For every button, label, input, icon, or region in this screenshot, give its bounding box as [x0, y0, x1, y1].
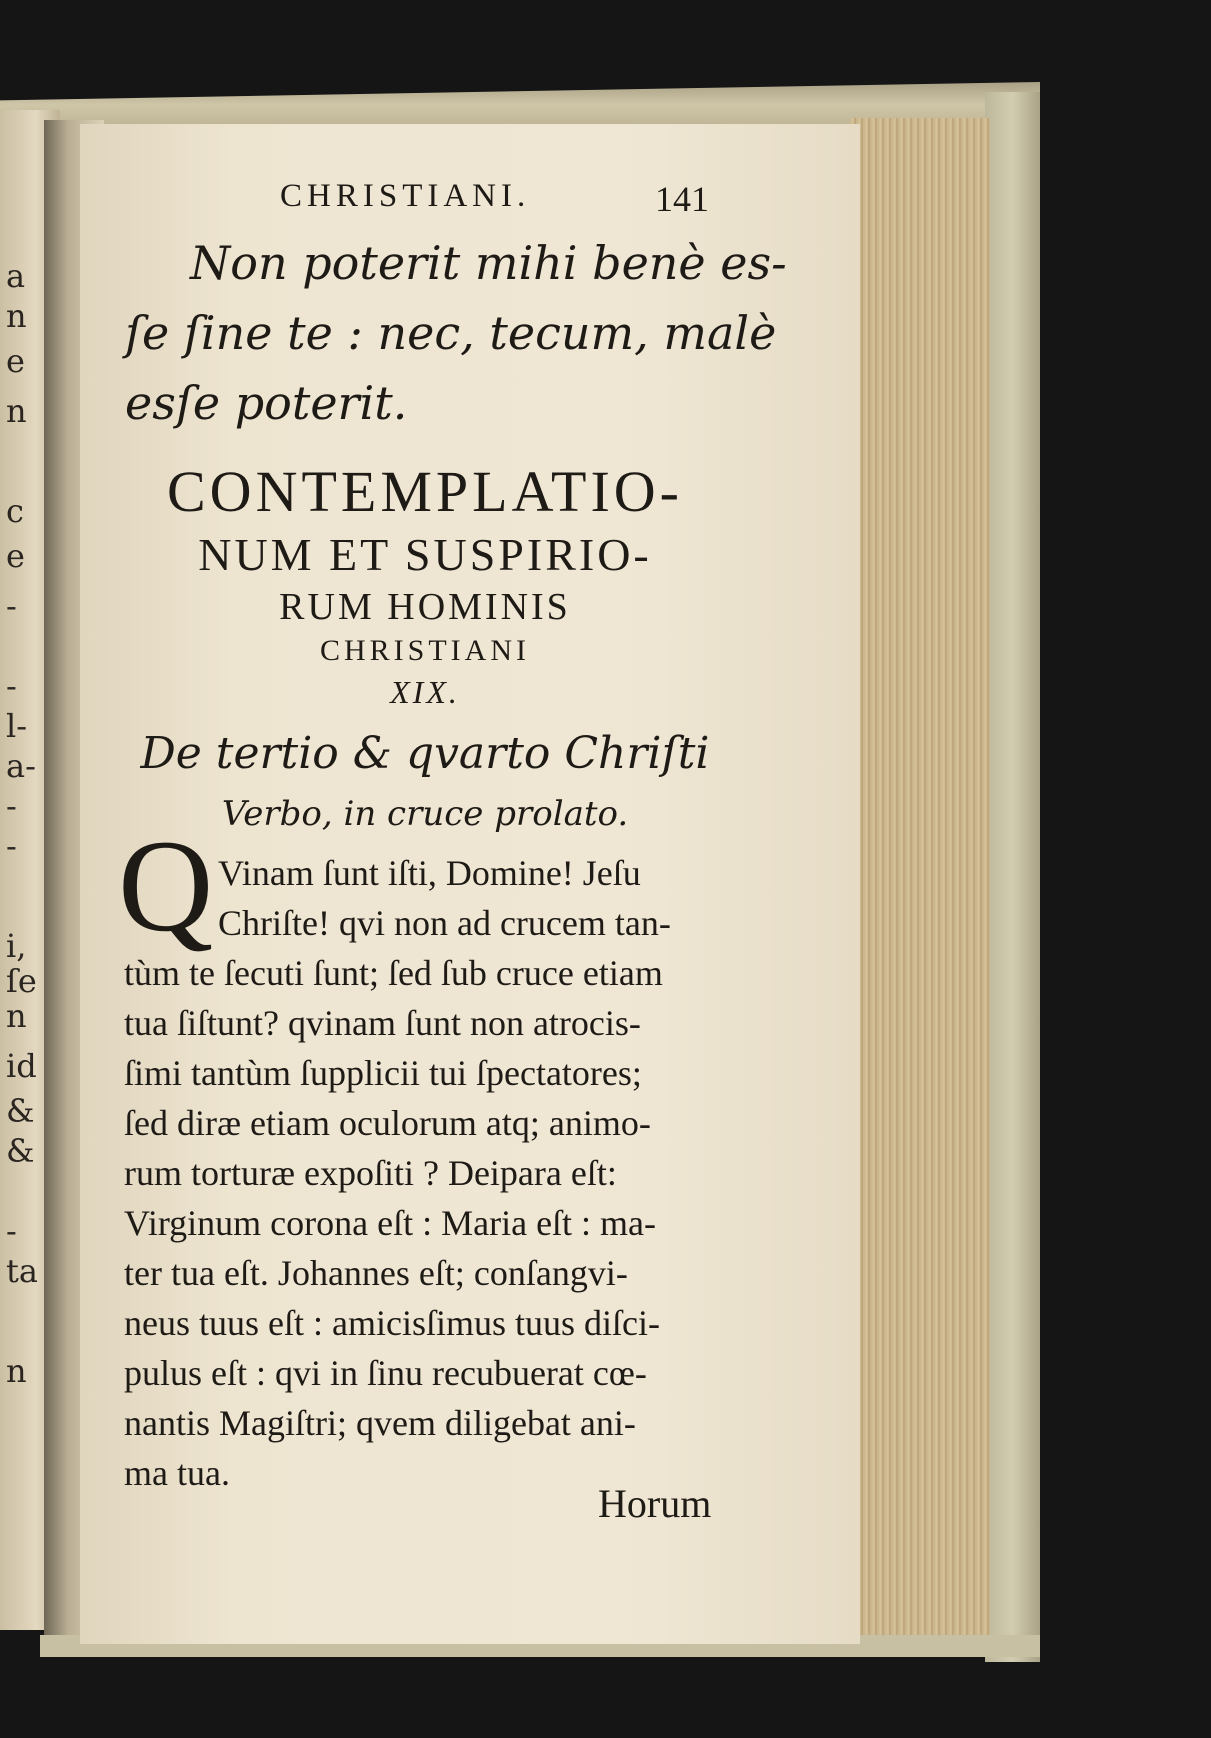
body-line: ſimi tantùm ſupplicii tui ſpectatores;: [124, 1053, 642, 1093]
body-line: tua ſiſtunt? qvinam ſunt non atrocis-: [124, 1003, 641, 1043]
book-cover-edge: [985, 92, 1040, 1662]
section-title-line: CONTEMPLATIO-: [167, 459, 683, 524]
section-title-line: NUM ET SUSPIRIO-: [198, 529, 652, 580]
section-title-line: CHRISTIANI: [320, 634, 530, 667]
motto-line: Non poterit mihi benè es-: [190, 236, 787, 290]
left-page-fragment: c: [6, 492, 24, 530]
body-line: ter tua eſt. Johannes eſt; conſangvi-: [124, 1253, 628, 1293]
section-title-line: RUM HOMINIS: [279, 586, 571, 628]
body-line: Virginum corona eſt : Maria eſt : ma-: [124, 1203, 657, 1243]
motto-line: ſe ſine te : nec, tecum, malè: [125, 306, 777, 360]
running-head: CHRISTIANI.: [280, 178, 531, 214]
body-line: Chriſte! qvi non ad crucem tan-: [218, 903, 671, 943]
left-page-fragment: i,: [6, 927, 27, 965]
page-stack-fore-edge: [850, 118, 990, 1643]
left-page-fragment: a-: [6, 747, 36, 785]
page-number: 141: [655, 179, 709, 219]
left-page-fragment: ta: [6, 1252, 38, 1290]
section-number: XIX.: [390, 674, 460, 710]
left-page-fragment: l-: [6, 707, 28, 745]
left-page-fragment: -: [6, 667, 17, 705]
body-line: nantis Magiſtri; qvem diligebat ani-: [124, 1403, 636, 1443]
left-page-fragment: ſe: [6, 962, 37, 1000]
left-page-fragment: id: [6, 1047, 37, 1085]
body-line: ma tua.: [124, 1453, 230, 1493]
body-line: pulus eſt : qvi in ſinu recubuerat cœ-: [124, 1353, 647, 1393]
drop-cap: Q: [118, 812, 214, 959]
left-page-fragment: -: [6, 787, 17, 825]
body-line: Vinam ſunt iſti, Domine! Jeſu: [218, 853, 641, 893]
body-line: ſed diræ etiam oculorum atq; animo-: [124, 1103, 651, 1143]
left-page-fragment: -: [6, 1212, 17, 1250]
body-line: rum torturæ expoſiti ? Deipara eſt:: [124, 1153, 617, 1193]
left-page-fragment: a: [6, 257, 26, 295]
body-line: tùm te ſecuti ſunt; ſed ſub cruce etiam: [124, 953, 663, 993]
left-page-fragment: &: [6, 1092, 35, 1130]
motto-line: esſe poterit.: [125, 376, 408, 430]
left-page-fragment: n: [6, 392, 27, 430]
body-line: neus tuus eſt : amicisſimus tuus diſci-: [124, 1303, 660, 1343]
left-page-fragment: e: [6, 537, 25, 575]
left-page-fragment: n: [6, 297, 27, 335]
chapter-subtitle-line: Verbo, in cruce prolato.: [221, 794, 629, 834]
left-page-fragment: n: [6, 997, 27, 1035]
left-page-fragment: n: [6, 1352, 27, 1390]
catchword: Horum: [598, 1481, 712, 1526]
left-page-fragment: &: [6, 1132, 35, 1170]
left-page-fragment: -: [6, 827, 17, 865]
chapter-subtitle-line: De tertio & qvarto Chriſti: [140, 728, 710, 779]
left-page-fragment: e: [6, 342, 25, 380]
left-page-fragment: -: [6, 587, 17, 625]
